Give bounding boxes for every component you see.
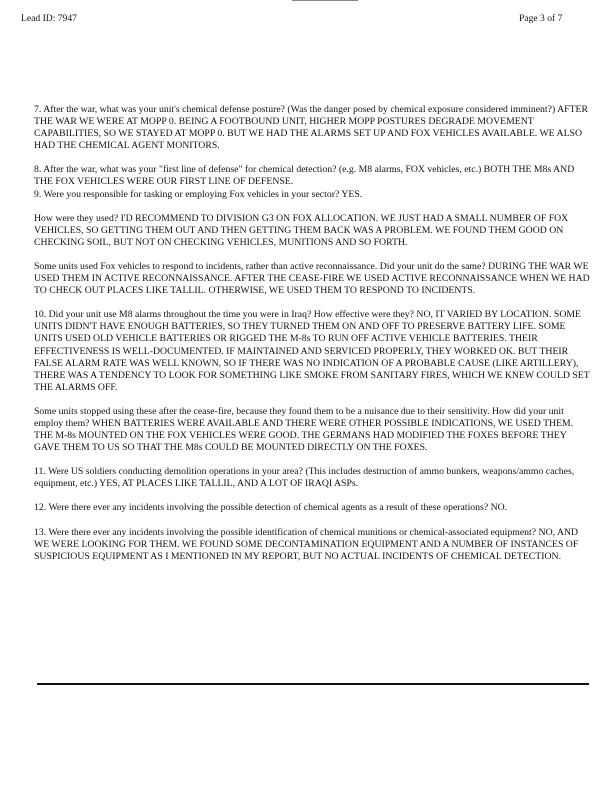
document-body xyxy=(34,104,594,575)
paragraph-q9: 9. Were you responsible for tasking or employing Fox vehicles in your sector? YES. xyxy=(34,188,363,200)
paragraph-fox-usage: Some units used Fox vehicles to respond to incidents, rather than active reconnaissance. Did your unit do the same? DURING THE WAR WE USED THEM IN ACTIVE RECONNAISSANCE. AFTER THE CEASE-FIRE WE USED ACTIVE RECONNAISSANCE WHEN WE HAD TO CHECK OUT PLACES LIKE TALLIL. OTHERWISE, WE USED THEM TO RESPOND TO INCIDENTS. xyxy=(34,260,590,297)
paragraph-q7: 7. After the war, what was your unit's chemical defense posture? (Was the danger posed by chemical exposure considered imminent?) AFTER THE WAR WE WERE AT MOPP 0. BEING A FOOTBOUND UNIT, HIGHER MOPP POSTURES DEGRADE MOVEMENT CAPABILITIES, SO WE STAYED AT MOPP 0. BUT WE HAD THE ALARMS SET UP AND FOX VEHICLES AVAILABLE. WE ALSO HAD THE CHEMICAL AGENT MONITORS. xyxy=(34,104,588,152)
page-number: Page 3 of 7 xyxy=(519,13,563,24)
paragraph-q12: 12. Were there ever any incidents involving the possible detection of chemical agents as a result of these operations? NO. xyxy=(34,502,508,514)
bottom-divider xyxy=(37,683,589,685)
lead-id: Lead ID: 7947 xyxy=(21,13,77,24)
paragraph-q9-followup: How were they used? I'D RECOMMEND TO DIVISION G3 ON FOX ALLOCATION. WE JUST HAD A SMALL NUMBER OF FOX VEHICLES, SO GETTING THEM OUT AND THEN GETTING THEM BACK WAS A PROBLEM. WE FOUND THEM GOOD ON CHECKING SOIL, BUT NOT ON CHECKING VEHICLES, MUNITIONS AND SO FORTH. xyxy=(34,212,569,248)
paragraph-q13: 13. Were there ever any incidents involving the possible identification of chemical munitions or chemical-associated equipment? NO, AND WE WERE LOOKING FOR THEM. WE FOUND SOME DECONTAMINATION EQUIPMENT AND A NUMBER OF INSTANCES OF SUSPICIOUS EQUIPMENT AS I MENTIONED IN MY REPORT, BUT NO ACTUAL INCIDENTS OF CHEMICAL DETECTION. xyxy=(34,526,579,562)
paragraph-q10-followup: Some units stopped using these after the cease-fire, because they found them to be a nuisance due to their sensitivity. How did your unit employ them? WHEN BATTERIES WERE AVAILABLE AND THERE WERE OTHER POSSIBLE INDICATIONS, WE USED THEM. THE M-8s MOUNTED ON THE FOX VEHICLES WERE GOOD. THE GERMANS HAD MODIFIED THE FOXES BEFORE THEY GAVE THEM TO US SO THAT THE M8s COULD BE MOUNTED DIRECTLY ON THE FOXES. xyxy=(34,405,574,454)
paragraph-q10: 10. Did your unit use M8 alarms throughout the time you were in Iraq? How effective were they? NO, IT VARIED BY LOCATION. SOME UNITS DIDN'T HAVE ENOUGH BATTERIES, SO THEY TURNED THEM ON AND OFF TO PRESERVE BATTERY LIFE. SOME UNITS USED OLD VEHICLE BATTERIES OR RIGGED THE M-8s TO RUN OFF ACTIVE VEHICLE BATTERIES. THEIR EFFECTIVENESS IS WELL-DOCUMENTED. IF MAINTAINED AND SERVICED PROPERLY, THEY WORKED OK. BUT THEIR FALSE ALARM RATE WAS WELL KNOWN, SO IF THERE WAS NO INDICATION OF A PROBABLE CAUSE (LIKE ARTILLERY), THERE WAS A TENDENCY TO LOOK FOR SOMETHING LIKE SMOKE FROM SANITARY FIRES, WHICH WE KNEW COULD SET THE ALARMS OFF. xyxy=(34,309,590,393)
paragraph-q8: 8. After the war, what was your "first line of defense" for chemical detection? (e.g. M8 alarms, FOX vehicles, etc.) BOTH THE M8s AND THE FOX VEHICLES WERE OUR FIRST LINE OF DEFENSE. xyxy=(34,164,575,188)
paragraph-q11: 11. Were US soldiers conducting demolition operations in your area? (This includes destruction of ammo bunkers, weapons/ammo caches, equipment, etc.) YES, AT PLACES LIKE TALLIL, AND A LOT OF IRAQI ASPs. xyxy=(34,466,575,490)
top-scan-mark xyxy=(292,0,358,1)
